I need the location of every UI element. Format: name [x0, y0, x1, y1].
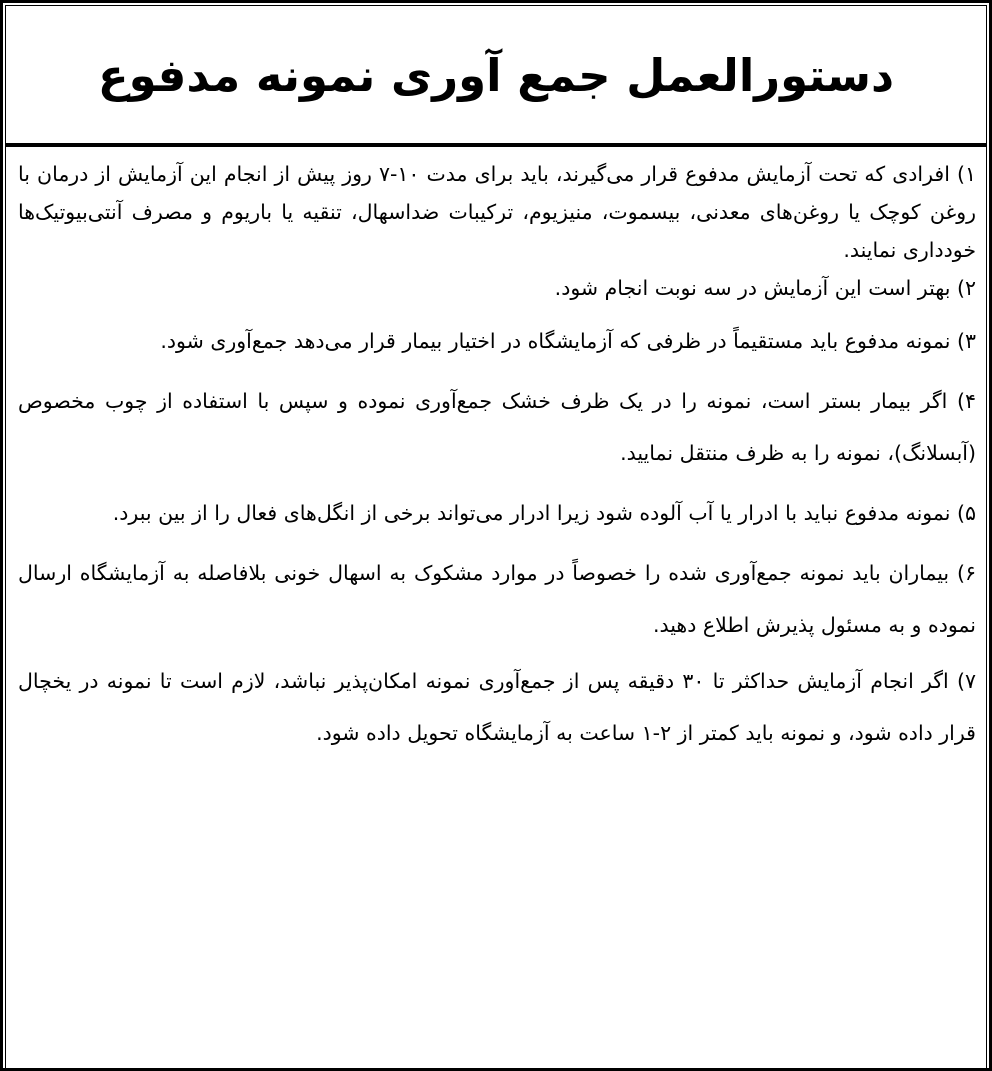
instruction-number: ۳)	[956, 329, 976, 353]
instruction-number: ۵)	[956, 501, 976, 525]
title-box	[5, 5, 987, 146]
title-divider	[5, 146, 987, 147]
instruction-text: بهتر است این آزمایش در سه نوبت انجام شود.	[554, 276, 951, 300]
instructions-list	[18, 155, 976, 759]
instruction-item-5	[18, 487, 976, 539]
instruction-number: ۷)	[956, 669, 976, 693]
instruction-number: ۱)	[956, 162, 976, 186]
instruction-number: ۴)	[956, 389, 976, 413]
instruction-number: ۶)	[956, 561, 976, 585]
document-title: دستورالعمل جمع آوری نمونه مدفوع	[97, 48, 895, 102]
instruction-text: بیماران باید نمونه جمع‌آوری شده را خصوصاً در موارد مشکوک به اسهال خونی بلافاصله به آزمایشگاه ارسال نموده و به مسئول پذیرش اطلاع دهید.	[18, 561, 976, 637]
instruction-item-1	[18, 155, 976, 269]
instruction-item-2	[18, 269, 976, 307]
instruction-text: افرادی که تحت آزمایش مدفوع قرار می‌گیرند، باید برای مدت ۱۰-۷ روز پیش از انجام این آزمایش از درمان با روغن کوچک یا روغن‌های معدنی، بیسموت، منیزیوم، ترکیبات ضداسهال، تنقیه یا باریوم و مصرف آنتی‌بیوتیک‌ها خودداری نمایند.	[18, 162, 976, 262]
instruction-text: اگر انجام آزمایش حداکثر تا ۳۰ دقیقه پس از جمع‌آوری نمونه امکان‌پذیر نباشد، لازم است تا نمونه در یخچال قرار داده شود، و نمونه باید کمتر از ۲-۱ ساعت به آزمایشگاه تحویل داده شود.	[18, 669, 976, 745]
instruction-item-6	[18, 547, 976, 651]
instruction-text: اگر بیمار بستر است، نمونه را در یک ظرف خشک جمع‌آوری نموده و سپس با استفاده از چوب مخصوص (آبسلانگ)، نمونه را به ظرف منتقل نمایید.	[18, 389, 976, 465]
instruction-text: نمونه مدفوع نباید با ادرار یا آب آلوده شود زیرا ادرار می‌تواند برخی از انگل‌های فعال را از بین ببرد.	[112, 501, 951, 525]
instruction-item-4	[18, 375, 976, 479]
instruction-item-7	[18, 655, 976, 759]
instruction-item-3	[18, 315, 976, 367]
instruction-text: نمونه مدفوع باید مستقیماً در ظرفی که آزمایشگاه در اختیار بیمار قرار می‌دهد جمع‌آوری شود.	[160, 329, 951, 353]
instruction-number: ۲)	[956, 276, 976, 300]
